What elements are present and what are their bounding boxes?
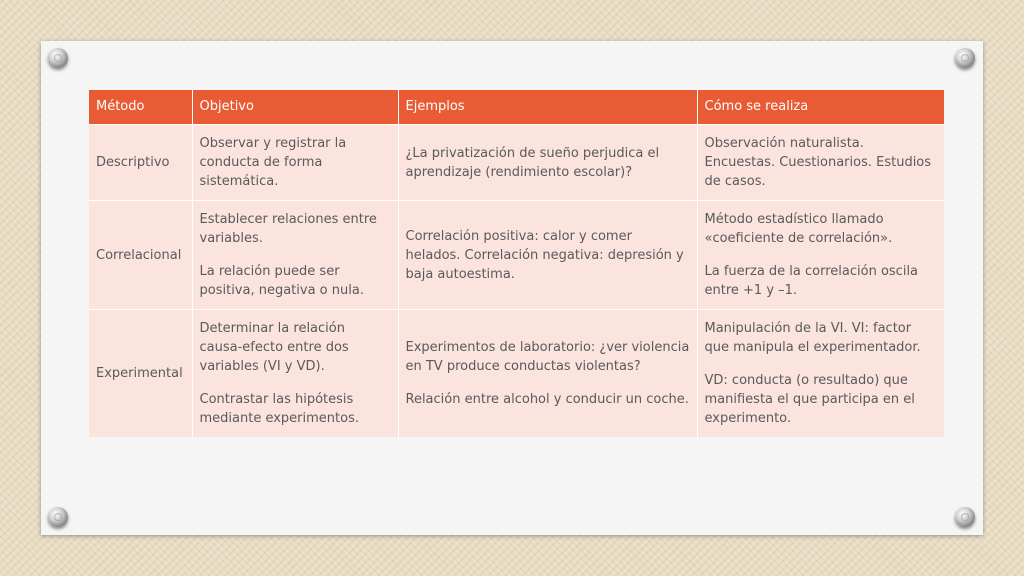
examples-cell: [398, 309, 697, 437]
how-cell: [697, 124, 944, 200]
header-como-se-realiza: Cómo se realiza: [697, 90, 944, 124]
objective-cell: [192, 124, 398, 200]
pushpin-icon: [48, 48, 68, 68]
examples-text: Relación entre alcohol y conducir un coche.: [405, 392, 689, 408]
objective-cell: [192, 200, 398, 309]
objective-text: Contrastar las hipótesis mediante experimentos.: [199, 392, 359, 427]
objective-text: Establecer relaciones entre variables.: [199, 212, 377, 246]
table-row: [89, 309, 944, 437]
examples-cell: [398, 124, 697, 200]
method-cell: Descriptivo: [89, 124, 192, 200]
how-cell: [697, 200, 944, 309]
objective-text: Determinar la relación causa-efecto entre dos variables (VI y VD).: [199, 321, 349, 375]
header-metodo: Método: [89, 90, 192, 124]
pushpin-icon: [955, 48, 975, 68]
table-row: [89, 200, 944, 309]
research-methods-table: [89, 90, 944, 437]
objective-cell: [192, 309, 398, 437]
method-cell: Correlacional: [89, 200, 192, 309]
examples-text: ¿La privatización de sueño perjudica el aprendizaje (rendimiento escolar)?: [405, 145, 660, 180]
how-cell: [697, 309, 944, 437]
how-text: La fuerza de la correlación oscila entre +1 y –1.: [704, 264, 919, 298]
examples-cell: [398, 200, 697, 309]
pushpin-icon: [48, 507, 68, 527]
header-ejemplos: Ejemplos: [398, 90, 697, 124]
header-row: [89, 90, 944, 124]
pushpin-icon: [955, 507, 975, 527]
how-text: VD: conducta (o resultado) que manifiesta el que participa en el experimento.: [704, 373, 915, 427]
examples-text: Experimentos de laboratorio: ¿ver violencia en TV produce conductas violentas?: [405, 340, 690, 375]
how-text: Observación naturalista. Encuestas. Cuestionarios. Estudios de casos.: [704, 136, 932, 189]
examples-text: Correlación positiva: calor y comer helados. Correlación negativa: depresión y baja autoestima.: [405, 228, 684, 282]
table-row: [89, 124, 944, 200]
header-objetivo: Objetivo: [192, 90, 398, 124]
how-text: Método estadístico llamado «coeficiente de correlación».: [704, 212, 893, 246]
method-cell: Experimental: [89, 309, 192, 437]
objective-text: La relación puede ser positiva, negativa o nula.: [199, 264, 364, 298]
how-text: Manipulación de la VI. VI: factor que manipula el experimentador.: [704, 321, 921, 356]
objective-text: Observar y registrar la conducta de forma sistemática.: [199, 136, 347, 189]
